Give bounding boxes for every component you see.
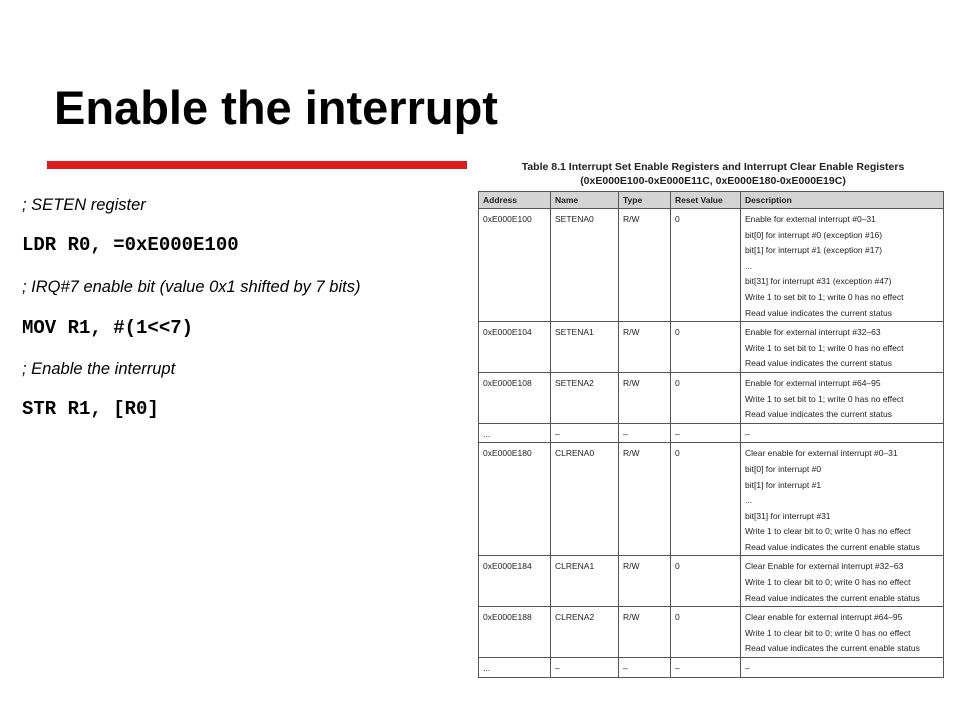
cell-description xyxy=(741,322,944,373)
cell-type xyxy=(619,209,671,322)
table-row xyxy=(479,443,944,556)
description-line: Clear enable for external interrupt #0–31 xyxy=(745,448,898,459)
cell-reset-value-text: 0 xyxy=(675,214,680,224)
cell-reset-value xyxy=(671,607,741,658)
table-row xyxy=(479,607,944,658)
cell-reset-value xyxy=(671,209,741,322)
cell-address xyxy=(479,372,551,423)
cell-description xyxy=(741,658,944,678)
cell-address xyxy=(479,209,551,322)
code-instruction: MOV R1, #(1<<7) xyxy=(22,317,194,339)
slide-title: Enable the interrupt xyxy=(54,81,498,134)
cell-address xyxy=(479,322,551,373)
description-line: ... xyxy=(745,495,753,506)
column-header-description: Description xyxy=(741,192,944,209)
cell-address-text: 0xE000E104 xyxy=(483,327,532,338)
cell-reset-value-text: 0 xyxy=(675,377,680,388)
cell-address-text: 0xE000E180 xyxy=(483,448,532,459)
cell-address-text: 0xE000E188 xyxy=(483,612,532,623)
code-instruction: LDR R0, =0xE000E100 xyxy=(22,234,239,256)
cell-address-text: ... xyxy=(483,428,491,439)
table-caption-title: Table 8.1 Interrupt Set Enable Registers and Interrupt Clear Enable Registers xyxy=(521,161,905,173)
cell-type-text: – xyxy=(623,428,628,439)
cell-reset-value-text: 0 xyxy=(675,612,680,623)
cell-type xyxy=(619,658,671,678)
cell-type xyxy=(619,556,671,607)
cell-reset-value-text: – xyxy=(675,663,680,674)
description-line: Write 1 to set bit to 1; write 0 has no effect xyxy=(745,342,904,353)
description-line: – xyxy=(745,428,750,439)
description-line: Read value indicates the current enable status xyxy=(745,643,920,654)
cell-reset-value xyxy=(671,322,741,373)
cell-type-text: R/W xyxy=(623,561,640,572)
cell-reset-value xyxy=(671,556,741,607)
cell-address xyxy=(479,556,551,607)
table-caption xyxy=(478,160,948,188)
description-line: Write 1 to clear bit to 0; write 0 has no effect xyxy=(745,577,911,588)
description-line: bit[0] for interrupt #0 (exception #16) xyxy=(745,229,883,240)
table-row xyxy=(479,556,944,607)
table-row xyxy=(479,322,944,373)
description-line: Write 1 to set bit to 1; write 0 has no effect xyxy=(745,291,904,302)
cell-description xyxy=(741,423,944,443)
cell-name-text: CLRENA2 xyxy=(555,612,595,623)
cell-type xyxy=(619,607,671,658)
description-line: Write 1 to set bit to 1; write 0 has no effect xyxy=(745,393,904,404)
cell-address-text: 0xE000E108 xyxy=(483,377,532,388)
cell-name-text: SETENA2 xyxy=(555,377,594,388)
cell-name xyxy=(551,443,619,556)
table-row xyxy=(479,209,944,322)
description-line: Read value indicates the current status xyxy=(745,409,892,420)
cell-address xyxy=(479,443,551,556)
cell-name xyxy=(551,372,619,423)
description-line: Enable for external interrupt #0–31 xyxy=(745,214,876,224)
code-comment: ; SETEN register xyxy=(22,196,146,214)
code-comment: ; Enable the interrupt xyxy=(22,360,176,378)
cell-name xyxy=(551,556,619,607)
table-row xyxy=(479,372,944,423)
cell-name-text: CLRENA1 xyxy=(555,561,595,572)
description-line: Read value indicates the current enable status xyxy=(745,541,920,552)
cell-address xyxy=(479,607,551,658)
column-header-type: Type xyxy=(619,192,671,209)
cell-name xyxy=(551,658,619,678)
description-line: Enable for external interrupt #32–63 xyxy=(745,327,881,338)
description-line: bit[31] for interrupt #31 xyxy=(745,510,831,521)
cell-type-text: R/W xyxy=(623,327,640,338)
cell-type xyxy=(619,322,671,373)
table-body xyxy=(479,209,944,678)
cell-name-text: – xyxy=(555,663,560,674)
column-header-name: Name xyxy=(551,192,619,209)
description-line: bit[31] for interrupt #31 (exception #47) xyxy=(745,276,892,287)
cell-description xyxy=(741,607,944,658)
cell-address xyxy=(479,423,551,443)
description-line: Write 1 to clear bit to 0; write 0 has no effect xyxy=(745,526,911,537)
cell-name xyxy=(551,209,619,322)
cell-name-text: SETENA0 xyxy=(555,214,594,224)
cell-reset-value xyxy=(671,443,741,556)
code-comment: ; IRQ#7 enable bit (value 0x1 shifted by 7 bits) xyxy=(22,278,361,296)
cell-type-text: R/W xyxy=(623,214,640,224)
cell-reset-value-text: 0 xyxy=(675,561,680,572)
title-underline-rule xyxy=(47,161,467,169)
description-line: Enable for external interrupt #64–95 xyxy=(745,377,881,388)
cell-address xyxy=(479,658,551,678)
cell-type-text: – xyxy=(623,663,628,674)
cell-type-text: R/W xyxy=(623,377,640,388)
cell-reset-value xyxy=(671,658,741,678)
cell-name-text: CLRENA0 xyxy=(555,448,595,459)
description-line: ... xyxy=(745,260,753,271)
table-caption-range: (0xE000E100-0xE000E11C, 0xE000E180-0xE000E19C) xyxy=(580,175,846,187)
cell-description xyxy=(741,556,944,607)
cell-name-text: SETENA1 xyxy=(555,327,594,338)
description-line: Read value indicates the current status xyxy=(745,358,892,369)
cell-description xyxy=(741,443,944,556)
cell-address-text: ... xyxy=(483,663,491,674)
description-line: Write 1 to clear bit to 0; write 0 has no effect xyxy=(745,627,911,638)
cell-description xyxy=(741,209,944,322)
cell-name-text: – xyxy=(555,428,560,439)
cell-type-text: R/W xyxy=(623,612,640,623)
cell-reset-value xyxy=(671,423,741,443)
cell-type xyxy=(619,443,671,556)
column-header-reset-value: Reset Value xyxy=(671,192,741,209)
cell-name xyxy=(551,423,619,443)
cell-description xyxy=(741,372,944,423)
cell-reset-value-text: 0 xyxy=(675,327,680,338)
table-header-row xyxy=(479,192,944,209)
cell-name xyxy=(551,322,619,373)
column-header-address: Address xyxy=(479,192,551,209)
cell-reset-value xyxy=(671,372,741,423)
cell-type xyxy=(619,423,671,443)
cell-type-text: R/W xyxy=(623,448,640,459)
cell-address-text: 0xE000E184 xyxy=(483,561,532,572)
description-line: Clear enable for external interrupt #64–95 xyxy=(745,612,903,623)
description-line: Read value indicates the current enable status xyxy=(745,592,920,603)
cell-name xyxy=(551,607,619,658)
cell-address-text: 0xE000E100 xyxy=(483,214,532,224)
description-line: bit[1] for interrupt #1 xyxy=(745,479,822,490)
description-line: Read value indicates the current status xyxy=(745,307,892,318)
code-instruction: STR R1, [R0] xyxy=(22,398,159,420)
cell-reset-value-text: – xyxy=(675,428,680,439)
cell-reset-value-text: 0 xyxy=(675,448,680,459)
table-row xyxy=(479,658,944,678)
description-line: – xyxy=(745,663,750,674)
cell-type xyxy=(619,372,671,423)
register-table xyxy=(478,191,944,678)
description-line: bit[1] for interrupt #1 (exception #17) xyxy=(745,245,883,256)
description-line: bit[0] for interrupt #0 xyxy=(745,463,822,474)
description-line: Clear Enable for external interrupt #32–63 xyxy=(745,561,904,572)
table-row xyxy=(479,423,944,443)
